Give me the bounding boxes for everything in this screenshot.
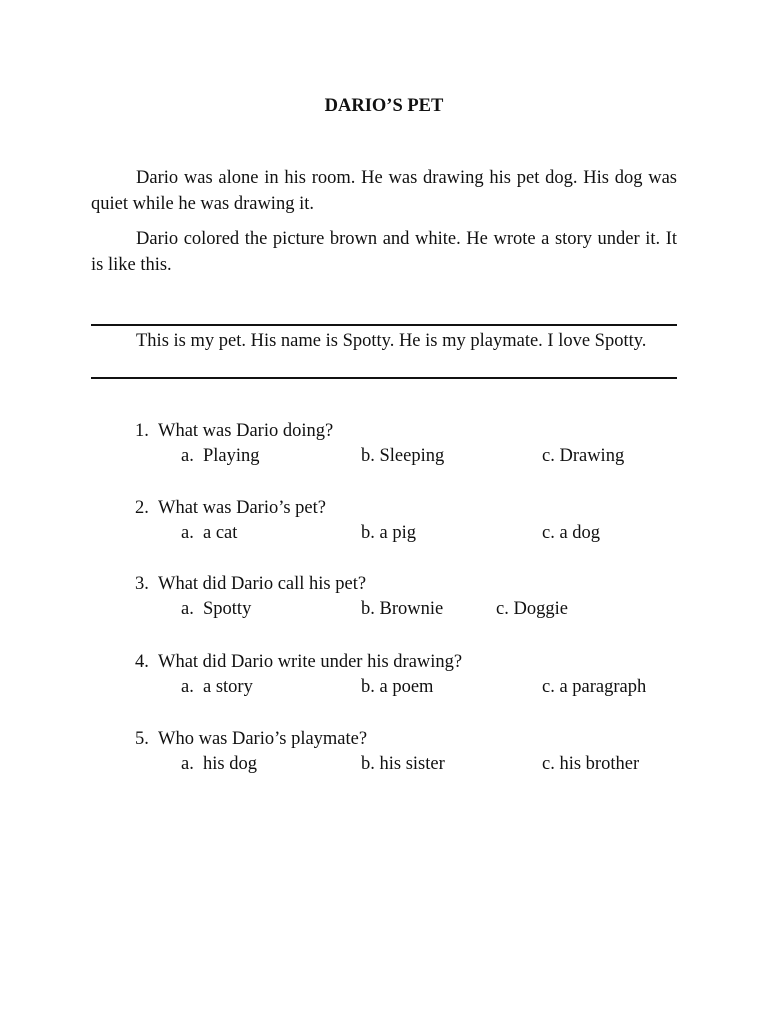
question-1-option-c: [542, 444, 624, 468]
question-2-option-c: [542, 521, 600, 545]
question-number: 1.: [135, 421, 149, 441]
story-box: [91, 324, 677, 379]
option-letter: c.: [542, 754, 555, 774]
option-letter: c.: [542, 446, 555, 466]
option-text: his dog: [203, 754, 257, 774]
option-letter: c.: [542, 677, 555, 697]
option-letter: b.: [361, 599, 375, 619]
question-number: 5.: [135, 729, 149, 749]
question-1: [135, 419, 695, 471]
option-letter: a.: [181, 599, 194, 619]
question-text: Who was Dario’s playmate?: [158, 729, 368, 749]
question-2-option-a: [181, 521, 237, 545]
option-text: a dog: [559, 523, 601, 543]
question-1-option-a: [181, 444, 260, 468]
option-letter: c.: [542, 523, 555, 543]
option-text: Brownie: [379, 599, 444, 619]
question-5-option-c: [542, 752, 639, 776]
option-text: Doggie: [513, 599, 568, 619]
question-text: What did Dario call his pet?: [158, 574, 367, 594]
question-3-prompt: [135, 572, 366, 596]
story-text: This is my pet. His name is Spotty. He is my playmate. I love Spotty.: [136, 331, 647, 351]
option-text: Sleeping: [379, 446, 445, 466]
question-1-option-b: [361, 444, 444, 468]
question-text: What was Dario doing?: [158, 421, 334, 441]
question-4: [135, 650, 695, 702]
option-letter: b.: [361, 754, 375, 774]
page-title: DARIO’S PET: [324, 96, 444, 116]
question-3-option-c: [496, 597, 568, 621]
option-text: Playing: [203, 446, 260, 466]
intro-paragraph-2: Dario colored the picture brown and white. He wrote a story under it. It is like this.: [91, 229, 677, 275]
question-5-prompt: [135, 727, 367, 751]
option-letter: b.: [361, 677, 375, 697]
question-5-option-a: [181, 752, 257, 776]
question-1-prompt: [135, 419, 333, 443]
option-text: a poem: [379, 677, 434, 697]
question-2: [135, 496, 695, 548]
question-3-option-b: [361, 597, 443, 621]
question-2-prompt: [135, 496, 326, 520]
option-letter: b.: [361, 523, 375, 543]
question-5: [135, 727, 695, 779]
question-text: What did Dario write under his drawing?: [158, 652, 463, 672]
option-letter: c.: [496, 599, 509, 619]
option-letter: a.: [181, 446, 194, 466]
question-3-option-a: [181, 597, 251, 621]
option-text: a cat: [203, 523, 238, 543]
question-5-option-b: [361, 752, 445, 776]
intro-paragraph-1: Dario was alone in his room. He was drawing his pet dog. His dog was quiet while he was drawing it.: [91, 168, 677, 214]
option-letter: a.: [181, 754, 194, 774]
question-4-option-b: [361, 675, 433, 699]
question-text: What was Dario’s pet?: [158, 498, 326, 518]
question-4-option-c: [542, 675, 646, 699]
option-text: Drawing: [559, 446, 625, 466]
option-letter: b.: [361, 446, 375, 466]
option-text: a pig: [379, 523, 416, 543]
question-4-prompt: [135, 650, 462, 674]
option-text: a paragraph: [559, 677, 647, 697]
option-letter: a.: [181, 523, 194, 543]
option-letter: a.: [181, 677, 194, 697]
question-2-option-b: [361, 521, 416, 545]
question-4-option-a: [181, 675, 253, 699]
question-3: [135, 572, 695, 624]
option-text: his brother: [559, 754, 640, 774]
option-text: Spotty: [203, 599, 252, 619]
question-number: 4.: [135, 652, 149, 672]
option-text: a story: [203, 677, 253, 697]
question-number: 3.: [135, 574, 149, 594]
option-text: his sister: [379, 754, 445, 774]
question-number: 2.: [135, 498, 149, 518]
